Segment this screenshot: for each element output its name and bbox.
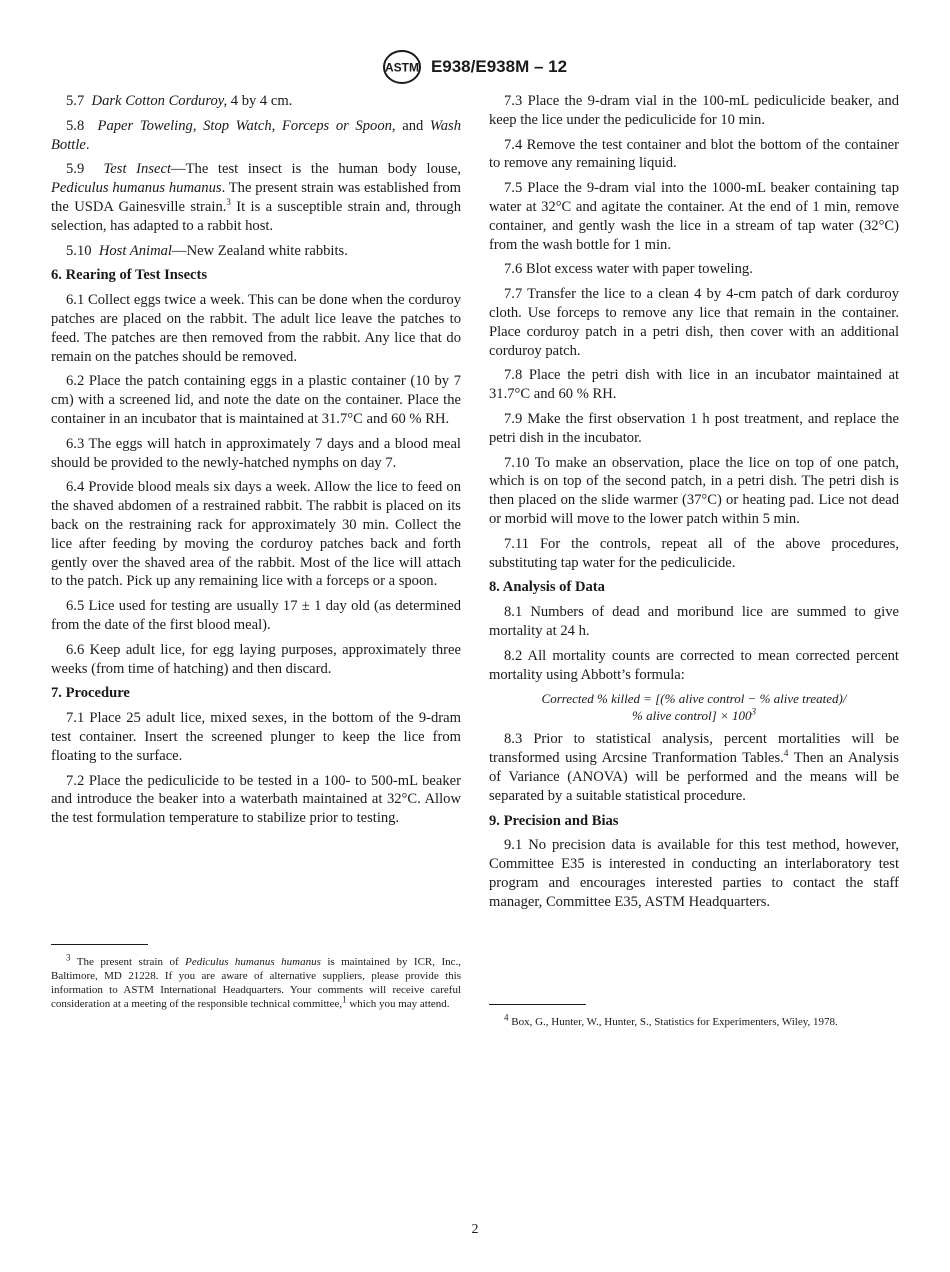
formula-line-1: Corrected % killed = [(% alive control − % alive treated)/ (541, 691, 847, 707)
paragraph-6-4: 6.4 Provide blood meals six days a week. Allow the lice to feed on the shaved abdomen of a restrained rabbit. The rabbit is placed on its back on the restraining rack for approximately 30 min. Collect the lice after feeding by moving the corduroy patches back and forth gently over the shaved area of the rabbit. Most of the lice will attach to the patch. Pick up any remaining lice with a forceps or a spoon. (51, 479, 461, 590)
paragraph-6-6: 6.6 Keep adult lice, for egg laying purposes, approximately three weeks (from time of hatching) and then discard. (51, 641, 461, 677)
paragraph-7-4: 7.4 Remove the test container and blot the bottom of the container to remove any remaining liquid. (489, 136, 899, 172)
section-9-heading: 9. Precision and Bias (489, 812, 619, 829)
abbott-formula (489, 690, 899, 724)
paragraph-6-5: 6.5 Lice used for testing are usually 17 ± 1 day old (as determined from the date of the first blood meal). (51, 598, 461, 633)
paragraph-8-3: 8.3 Prior to statistical analysis, percent mortalities will be transformed using Arcsine Tranformation Tables.$^4$ Then an Analysis of Variance (ANOVA) will be performed and the means will be separated by a suitable statistical procedure. (489, 731, 899, 804)
footnote-ref-3: 3 (226, 197, 231, 208)
section-6-heading: 6. Rearing of Test Insects (51, 267, 208, 284)
section-7-heading: 7. Procedure (51, 685, 130, 702)
footnote-ref-4: 4 (783, 748, 789, 759)
footnote-4: $^4$ Box, G., Hunter, W., Hunter, S., Statistics for Experimenters, Wiley, 1978. (504, 1012, 838, 1028)
paragraph-8-2: 8.2 All mortality counts are corrected to mean corrected percent mortality using Abbott’s formula: (489, 647, 899, 683)
paragraph-5-9: 5.9 Test Insect—The test insect is the human body louse, Pediculus humanus humanus. The present strain was established from the USDA Gainesville strain.$^3$ It is a susceptible strain and, through selection, has adapted to a rabbit host. (51, 161, 462, 234)
paragraph-7-6: 7.6 Blot excess water with paper toweling. (504, 261, 753, 278)
page-header (0, 50, 950, 84)
standard-designation: E938/E938M – 12 (430, 57, 568, 76)
formula-line-2: % alive control] × $100^3$ (632, 706, 756, 724)
paragraph-7-2: 7.2 Place the pediculicide to be tested in a 100- to 500-mL beaker and introduce the beaker into a waterbath maintained at 32°C. Allow the test formulation temperature to stabilize prior to testing. (51, 772, 461, 827)
paragraph-7-3: 7.3 Place the 9-dram vial in the 100-mL pediculicide beaker, and keep the lice under the pediculicide for 10 min. (489, 93, 899, 128)
right-column (489, 92, 899, 917)
logo-text: ASTM (384, 60, 419, 75)
paragraph-7-9: 7.9 Make the first observation 1 h post treatment, and replace the petri dish in the incubator. (489, 410, 899, 446)
paragraph-7-7: 7.7 Transfer the lice to a clean 4 by 4-cm patch of dark corduroy cloth. Use forceps to remove any lice that remain in the container. Place corduroy patch in a petri dish, then cover with an additional corduroy patch. (489, 286, 899, 359)
paragraph-7-1: 7.1 Place 25 adult lice, mixed sexes, in the bottom of the 9-dram test container. Insert the screened plunger to keep the lice from floating to the surface. (51, 710, 461, 764)
paragraph-5-10: 5.10 Host Animal—New Zealand white rabbits. (66, 242, 348, 259)
left-column (51, 92, 461, 834)
paragraph-6-2: 6.2 Place the patch containing eggs in a plastic container (10 by 7 cm) with a screened lid, and note the date on the container. Place the container in an incubator that is maintained at 31.7°C and 60 % RH. (51, 373, 461, 427)
paragraph-6-1: 6.1 Collect eggs twice a week. This can be done when the corduroy patches are placed on the rabbit. The adult lice leave the patches to feed. The patches are then removed from the rabbit. Any lice that do remain on the patches should be removed. (51, 292, 461, 365)
paragraph-8-1: 8.1 Numbers of dead and moribund lice are summed to give mortality at 24 h. (489, 604, 899, 639)
paragraph-7-11: 7.11 For the controls, repeat all of the above procedures, substituting tap water for the pediculicide. (489, 535, 899, 571)
paragraph-7-5: 7.5 Place the 9-dram vial into the 1000-mL beaker containing tap water at 32°C and agitate the container. At the end of 1 min, remove container, and gently wash the lice in a stream of tap water (32°C) from the wash bottle for 1 min. (489, 180, 899, 253)
section-8-heading: 8. Analysis of Data (489, 579, 605, 596)
footnote-divider-right (489, 1004, 586, 1005)
footnote-divider-left (51, 944, 148, 945)
paragraph-6-3: 6.3 The eggs will hatch in approximately 7 days and a blood meal should be provided to the newly-hatched nymphs on day 7. (51, 435, 461, 471)
paragraph-5-7: 5.7 Dark Cotton Corduroy, 4 by 4 cm. (66, 93, 293, 109)
footnote-3: $^3$ The present strain of Pediculus humanus humanus is maintained by ICR, Inc., Baltimore, MD 21228. If you are aware of alternative suppliers, please provide this information to ASTM International Headquarters. Your comments will receive careful consideration at a meeting of the responsible technical committee,$^1$ which you may attend. (51, 952, 462, 1010)
astm-logo-icon (383, 50, 421, 84)
paragraph-7-10: 7.10 To make an observation, place the lice on top of one patch, which is on top of the second patch, in a petri dish. The petri dish is then placed on the slide warmer (37°C) or heating pad. Lice not dead or morbid will move to the lower patch within 5 min. (489, 454, 899, 527)
paragraph-5-8: 5.8 Paper Toweling, Stop Watch, Forceps or Spoon, and Wash Bottle. (51, 117, 462, 153)
paragraph-7-8: 7.8 Place the petri dish with lice in an incubator maintained at 31.7°C and 60 % RH. (489, 367, 899, 403)
page-number: 2 (471, 1222, 479, 1237)
paragraph-9-1: 9.1 No precision data is available for this test method, however, Committee E35 is interested in conducting an interlaboratory test program and encourages interested parties to contact the staff manager, Committee E35, ASTM Headquarters. (489, 837, 899, 910)
